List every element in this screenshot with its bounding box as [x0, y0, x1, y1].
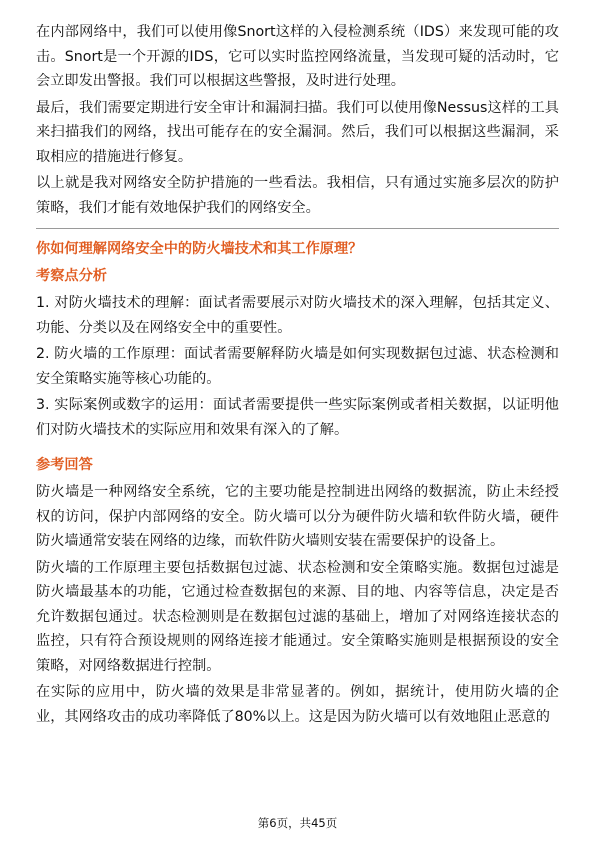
analysis-item: 2. 防火墙的工作原理：面试者需要解释防火墙是如何实现数据包过滤、状态检测和安全策略实施等核心功能的。 [36, 346, 559, 387]
page-number-footer: 第6页，共45页 [257, 816, 338, 830]
answer-paragraph: 防火墙的工作原理主要包括数据包过滤、状态检测和安全策略实施。数据包过滤是防火墙最基本的功能，它通过检查数据包的来源、目的地、内容等信息，决定是否允许数据包通过。状态检测则是在数据包过滤的基础上，增加了对网络连接状态的监控，只有符合预设规则的网络连接才能通过。安全策略实施则是根据预设的安全策略，对网络数据进行控制。 [36, 559, 559, 674]
analysis-heading: 考察点分析 [36, 268, 107, 284]
analysis-item: 3. 实际案例或数字的运用：面试者需要提供一些实际案例或者相关数据，以证明他们对防火墙技术的实际应用和效果有深入的了解。 [36, 397, 559, 438]
intro-paragraph-conclusion: 以上就是我对网络安全防护措施的一些看法。我相信，只有通过实施多层次的防护策略，我们才能有效地保护我们的网络安全。 [36, 175, 559, 216]
answer-heading: 参考回答 [36, 457, 93, 473]
analysis-item: 1. 对防火墙技术的理解：面试者需要展示对防火墙技术的深入理解，包括其定义、功能、分类以及在网络安全中的重要性。 [36, 295, 559, 336]
intro-paragraph-ids: 在内部网络中，我们可以使用像Snort这样的入侵检测系统（IDS）来发现可能的攻击。Snort是一个开源的IDS，它可以实时监控网络流量，当发现可疑的活动时，它会立即发出警报。我们可以根据这些警报，及时进行处理。 [36, 24, 559, 89]
answer-paragraph: 在实际的应用中，防火墙的效果是非常显著的。例如，据统计，使用防火墙的企业，其网络攻击的成功率降低了80%以上。这是因为防火墙可以有效地阻止恶意的 [36, 684, 559, 725]
intro-paragraph-audit: 最后，我们需要定期进行安全审计和漏洞扫描。我们可以使用像Nessus这样的工具来扫描我们的网络，找出可能存在的安全漏洞。然后，我们可以根据这些漏洞，采取相应的措施进行修复。 [36, 99, 559, 165]
page-content [36, 20, 559, 731]
answer-paragraph: 防火墙是一种网络安全系统，它的主要功能是控制进出网络的数据流，防止未经授权的访问，保护内部网络的安全。防火墙可以分为硬件防火墙和软件防火墙，硬件防火墙通常安装在网络的边缘，而软件防火墙则安装在需要保护的设备上。 [36, 484, 559, 549]
question-heading: 你如何理解网络安全中的防火墙技术和其工作原理？ [36, 241, 363, 257]
section-divider [36, 228, 559, 229]
